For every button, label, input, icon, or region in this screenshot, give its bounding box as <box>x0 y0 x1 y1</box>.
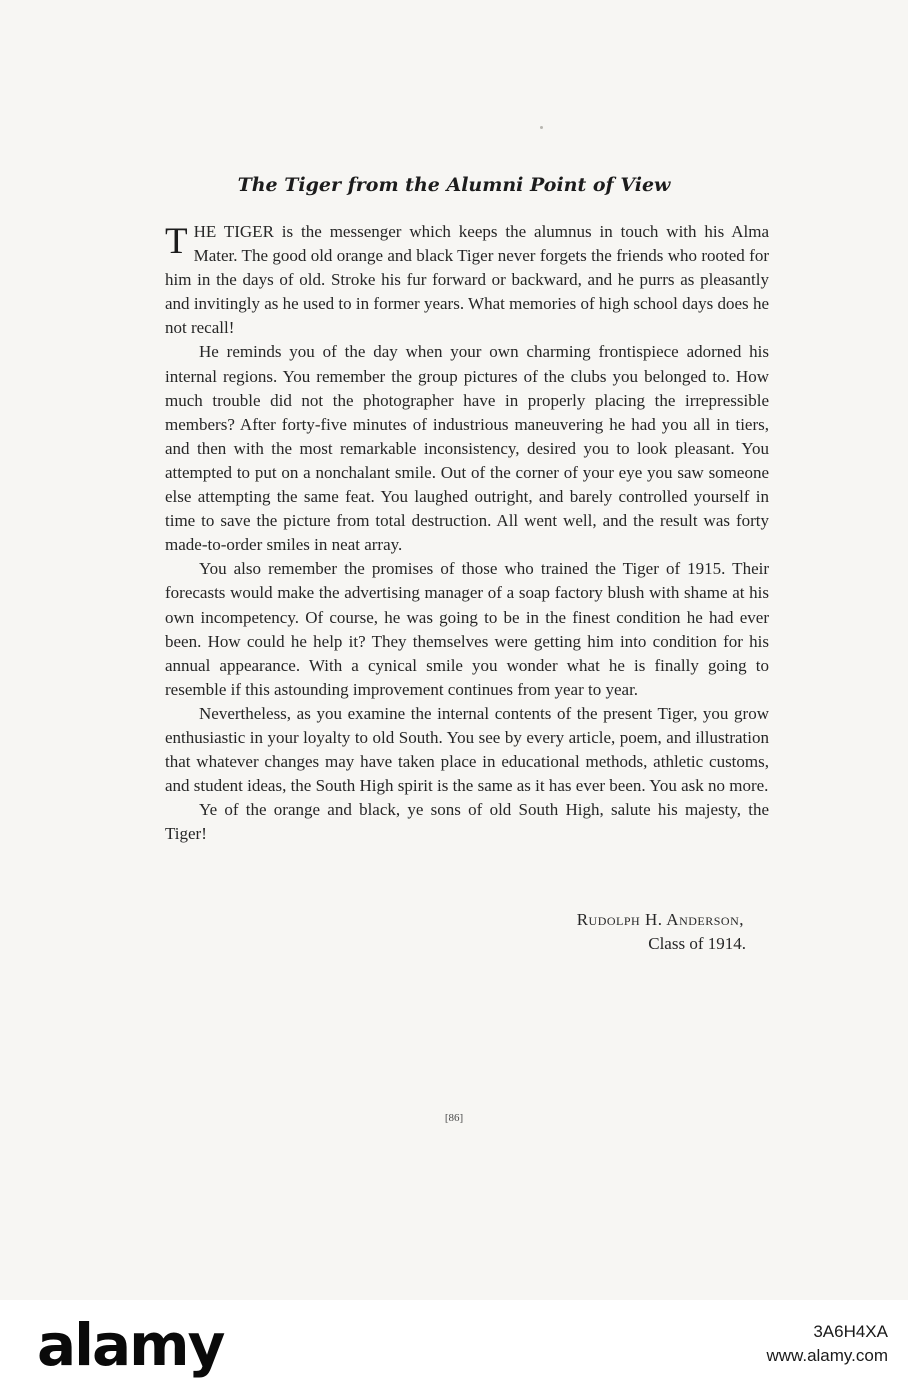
article-title: The Tiger from the Alumni Point of View <box>237 174 671 196</box>
signature-block <box>165 908 746 956</box>
author-name: Rudolph H. Anderson, <box>576 910 744 929</box>
page-number: [86] <box>444 1112 464 1124</box>
alamy-logo: alamy <box>37 1311 224 1379</box>
paper-speck <box>540 126 543 129</box>
paragraph-2: He reminds you of the day when your own charming frontispiece adorned his internal regions. You remember the group pictures of the clubs you belonged to. How much trouble did not the photographer have in properly placing the irrepressible members? After forty-five minutes of industrious maneuvering he had you all in tiers, and then with the most remarkable inconsistency, desired you to look pleasant. You attempted to put on a nonchalant smile. Out of the corner of your eye you saw someone else attempting the same feat. You laughed outright, and barely controlled yourself in time to save the picture from total destruction. All went well, and the result was forty made-to-order smiles in neat array. <box>165 342 769 555</box>
paragraph-1 <box>165 220 769 340</box>
paragraph-5: Ye of the orange and black, ye sons of old South High, salute his majesty, the Tiger! <box>165 800 769 844</box>
drop-cap: T <box>165 221 188 262</box>
image-id: 3A6H4XA <box>813 1322 888 1341</box>
watermark-footer <box>0 1300 908 1390</box>
paragraph-4: Nevertheless, as you examine the internal contents of the present Tiger, you grow enthusiastic in your loyalty to old South. You see by every article, poem, and illustration that whatever changes may have taken place in educational methods, athletic customs, and student ideas, the South High spirit is the same as it has ever been. You ask no more. <box>165 703 769 796</box>
paragraph-3: You also remember the promises of those who trained the Tiger of 1915. Their forecasts would make the advertising manager of a soap factory blush with shame at his own incompetency. Of course, he was going to be in the finest condition he had ever been. How could he help it? They themselves were getting him into condition for his annual appearance. With a cynical smile you wonder what he is finally going to resemble if this astounding improvement continues from year to year. <box>165 559 769 699</box>
author-class: Class of 1914. <box>648 934 746 953</box>
watermark-url: www.alamy.com <box>766 1346 888 1365</box>
paragraph-1-text: HE TIGER is the messenger which keeps the alumnus in touch with his Alma Mater. The good old orange and black Tiger never forgets the friends who rooted for him in the days of old. Stroke his fur forward or backward, and he purrs as pleasantly and invitingly as he used to in former years. What memories of high school days does he not recall! <box>165 222 769 338</box>
article-body <box>165 220 769 846</box>
